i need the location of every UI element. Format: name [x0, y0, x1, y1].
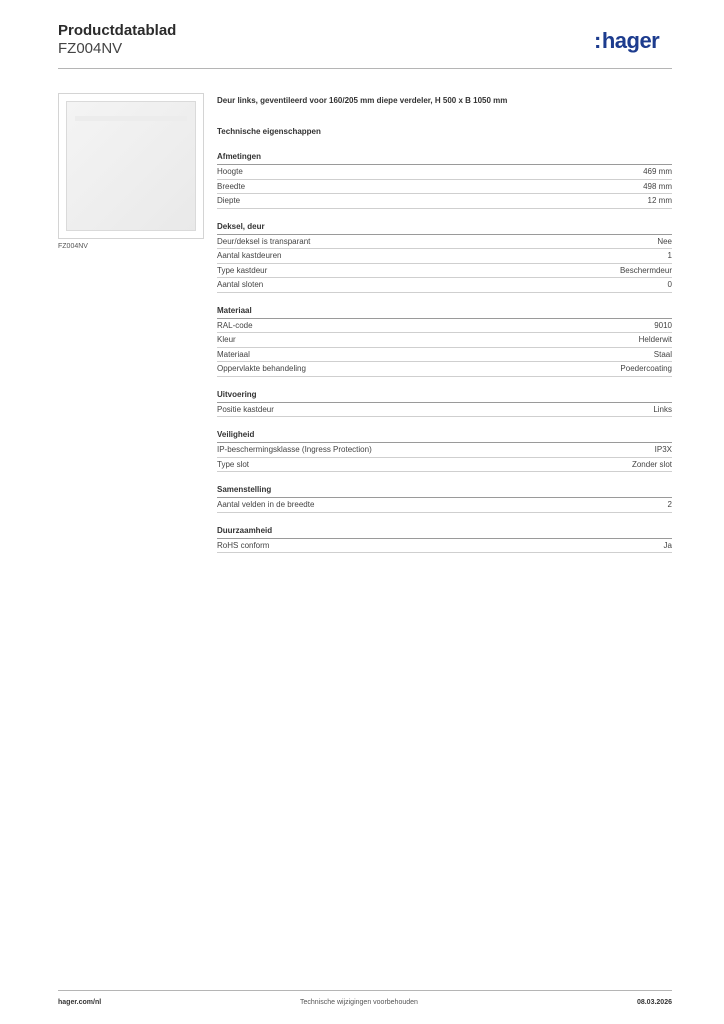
product-details: [217, 96, 672, 553]
spec-label: Breedte: [217, 181, 246, 191]
spec-value: 498 mm: [643, 181, 672, 191]
spec-value: Beschermdeur: [619, 265, 672, 275]
spec-section-title: Veiligheid: [217, 430, 672, 443]
spec-row: [217, 443, 672, 458]
spec-section: [217, 222, 672, 293]
footer-date: 08.03.2026: [636, 999, 672, 1006]
spec-row: [217, 539, 672, 554]
spec-row: [217, 319, 672, 334]
spec-label: RoHS conform: [217, 540, 270, 550]
spec-value: IP3X: [654, 445, 672, 455]
header-divider: [58, 68, 672, 69]
spec-value: 0: [667, 280, 672, 290]
spec-label: RAL-code: [217, 320, 253, 330]
spec-label: Positie kastdeur: [217, 404, 274, 414]
spec-value: 1: [667, 251, 672, 261]
footer-disclaimer: Technische wijzigingen voorbehouden: [300, 999, 418, 1006]
spec-value: Staal: [653, 349, 672, 359]
spec-label: IP-beschermingsklasse (Ingress Protection): [217, 445, 372, 455]
product-image-caption: FZ004NV: [58, 243, 88, 250]
logo-text: hager: [601, 28, 660, 53]
spec-value: Zonder slot: [631, 459, 672, 469]
spec-section-title: Deksel, deur: [217, 222, 672, 235]
spec-label: Kleur: [217, 335, 236, 345]
logo-colon-mark: :: [594, 28, 601, 53]
spec-row: [217, 180, 672, 195]
spec-section: [217, 306, 672, 377]
spec-label: Hoogte: [217, 167, 243, 177]
spec-section-title: Samenstelling: [217, 485, 672, 498]
product-code: FZ004NV: [58, 40, 123, 57]
spec-row: [217, 362, 672, 377]
spec-row: [217, 348, 672, 363]
spec-section-title: Uitvoering: [217, 390, 672, 403]
spec-section: [217, 390, 672, 418]
spec-section-title: Afmetingen: [217, 152, 672, 165]
spec-value: 2: [667, 500, 672, 510]
spec-row: [217, 249, 672, 264]
spec-value: 9010: [654, 320, 672, 330]
page-title: Productdatablad: [58, 22, 177, 39]
spec-row: [217, 235, 672, 250]
spec-label: Materiaal: [217, 349, 250, 359]
spec-value: Ja: [663, 540, 672, 550]
spec-section-title: Materiaal: [217, 306, 672, 319]
spec-value: 12 mm: [647, 196, 672, 206]
footer-website[interactable]: hager.com/nl: [58, 999, 102, 1006]
spec-section: [217, 152, 672, 209]
spec-row: [217, 498, 672, 513]
spec-row: [217, 194, 672, 209]
spec-label: Aantal velden in de breedte: [217, 500, 315, 510]
product-description: Deur links, geventileerd voor 160/205 mm diepe verdeler, H 500 x B 1050 mm: [217, 96, 508, 105]
spec-row: [217, 278, 672, 293]
spec-value: Poedercoating: [620, 364, 672, 374]
spec-section: [217, 485, 672, 513]
panel-ventilation-strip: [75, 116, 187, 121]
hager-logo: [594, 28, 659, 54]
technical-properties-heading: Technische eigenschappen: [217, 127, 321, 136]
spec-value: Links: [653, 404, 672, 414]
spec-label: Oppervlakte behandeling: [217, 364, 306, 374]
spec-row: [217, 165, 672, 180]
spec-value: Nee: [657, 236, 672, 246]
spec-row: [217, 264, 672, 279]
spec-section: [217, 430, 672, 472]
spec-row: [217, 458, 672, 473]
spec-label: Aantal sloten: [217, 280, 264, 290]
spec-label: Deur/deksel is transparant: [217, 236, 311, 246]
spec-label: Aantal kastdeuren: [217, 251, 282, 261]
product-image: [58, 93, 204, 239]
door-panel-image: [66, 101, 196, 231]
spec-section-title: Duurzaamheid: [217, 526, 672, 539]
spec-label: Diepte: [217, 196, 241, 206]
spec-label: Type kastdeur: [217, 265, 268, 275]
spec-value: Helderwit: [638, 335, 672, 345]
spec-value: 469 mm: [643, 167, 672, 177]
spec-label: Type slot: [217, 459, 250, 469]
spec-section: [217, 526, 672, 554]
spec-sections: [217, 152, 672, 553]
footer-divider: [58, 990, 672, 991]
spec-row: [217, 403, 672, 418]
spec-row: [217, 333, 672, 348]
